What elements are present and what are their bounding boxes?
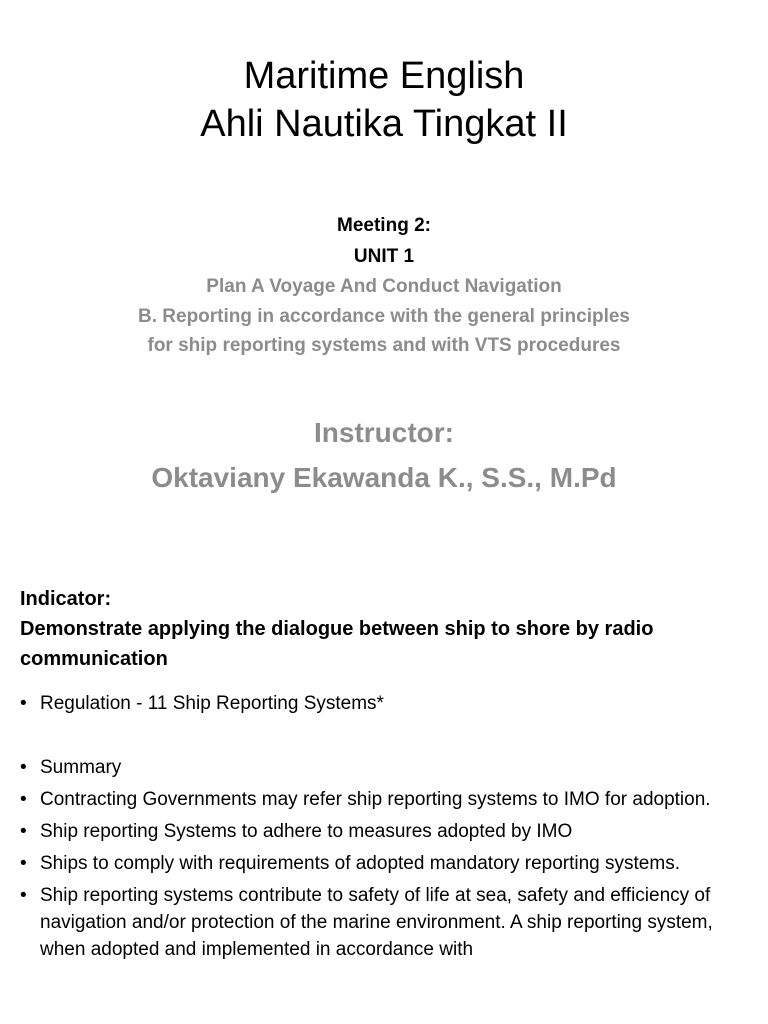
indicator-text-line-2: communication (20, 648, 168, 670)
list-item-text: Ship reporting Systems to adhere to measures adopted by IMO (40, 821, 573, 842)
bullet-dot-icon: • (20, 821, 27, 842)
unit-subtitle: Plan A Voyage And Conduct Navigation (206, 276, 562, 297)
title-line-1: Maritime English (243, 55, 525, 97)
instructor-label: Instructor: (314, 417, 454, 448)
list-item (20, 754, 748, 781)
list-item-text: Ship reporting systems contribute to safety of life at sea, safety and efficiency of navigation and/or protection of the marine environment. A ship reporting system, when adopted and implemented in accordance with (40, 885, 713, 960)
list-item (20, 882, 748, 963)
unit-topic-line-2: for ship reporting systems and with VTS procedures (147, 335, 621, 356)
indicator-text-line-1: Demonstrate applying the dialogue between ship to shore by radio (20, 618, 654, 640)
instructor-block (0, 410, 768, 500)
list-item-text: Contracting Governments may refer ship reporting systems to IMO for adoption. (40, 789, 711, 810)
list-item-text: Summary (40, 757, 122, 778)
slide-title (0, 52, 768, 148)
meeting-label: Meeting 2: (337, 215, 431, 236)
bullet-dot-icon: • (20, 885, 27, 906)
unit-label: UNIT 1 (353, 246, 415, 267)
bullet-dot-icon: • (20, 853, 27, 874)
bullet-list (20, 690, 748, 968)
bullet-dot-icon: • (20, 789, 27, 810)
title-line-2: Ahli Nautika Tingkat II (200, 103, 568, 145)
bullet-dot-icon: • (20, 693, 27, 714)
instructor-name: Oktaviany Ekawanda K., S.S., M.Pd (151, 462, 617, 493)
indicator-label: Indicator: (20, 588, 112, 610)
list-item (20, 690, 748, 717)
list-item (20, 850, 748, 877)
unit-topic-line-1: B. Reporting in accordance with the general principles (138, 306, 630, 327)
meeting-block (0, 210, 768, 360)
indicator-block (20, 584, 760, 674)
list-item-text: Ships to comply with requirements of adopted mandatory reporting systems. (40, 853, 680, 874)
list-item (20, 786, 748, 813)
list-item (20, 818, 748, 845)
bullet-dot-icon: • (20, 757, 27, 778)
list-item-text: Regulation - 11 Ship Reporting Systems* (40, 693, 384, 714)
